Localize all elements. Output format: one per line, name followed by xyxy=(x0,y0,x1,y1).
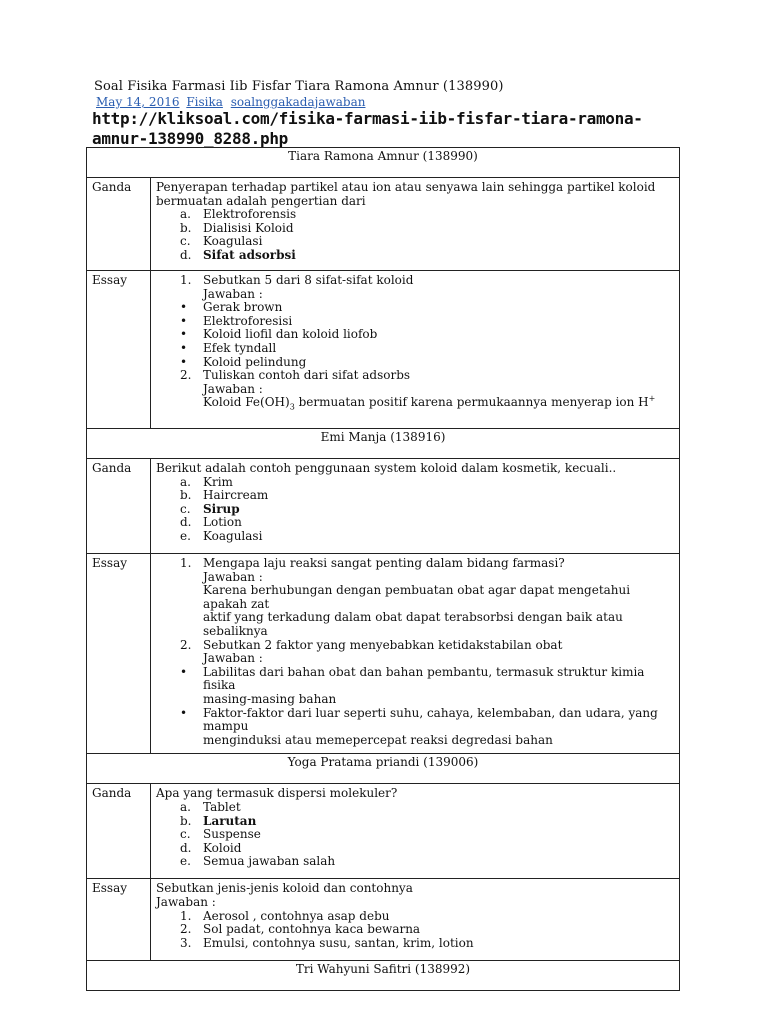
student-name: Yoga Pratama priandi (139006) xyxy=(87,754,680,784)
line-text: Gerak brown xyxy=(203,300,283,315)
row-label: Essay xyxy=(87,879,151,961)
option-item xyxy=(156,828,675,842)
source-url: http://kliksoal.com/fisika-farmasi-iib-fisfar-tiara-ramona-amnur-138990_8288.php xyxy=(92,109,643,148)
line-marker: • xyxy=(180,327,188,342)
essay-line xyxy=(156,315,675,329)
essay-line xyxy=(156,301,675,315)
essay-content xyxy=(151,554,680,754)
line-text: Elektroforesisi xyxy=(203,313,293,328)
line-text: Koloid liofil dan koloid liofob xyxy=(203,327,378,342)
question-text: Penyerapan terhadap partikel atau ion atau senyawa lain sehingga partikel koloid bermuatan adalah pengertian dari xyxy=(156,180,656,208)
line-text: Sol padat, contohnya kaca bewarna xyxy=(203,922,421,937)
essay-line xyxy=(156,937,675,951)
essay-lines xyxy=(156,910,675,951)
option-text: Elektroforensis xyxy=(203,207,297,222)
section-header-row xyxy=(87,429,680,459)
line-text: Faktor-faktor dari luar seperti suhu, cahaya, kelembaban, dan udara, yang mampu xyxy=(203,705,658,734)
option-marker: c. xyxy=(180,234,191,249)
line-marker: • xyxy=(180,664,188,679)
essay-line xyxy=(156,369,675,383)
line-text: masing-masing bahan xyxy=(203,691,337,706)
option-text: Lotion xyxy=(203,515,242,530)
answer-subscript: 3 xyxy=(289,402,295,412)
essay-line xyxy=(156,571,675,585)
line-text: Sebutkan 5 dari 8 sifat-sifat koloid xyxy=(203,273,414,287)
line-marker: 2. xyxy=(180,368,192,383)
option-marker: d. xyxy=(180,247,192,262)
line-text: menginduksi atau memepercepat reaksi degredasi bahan xyxy=(203,732,553,747)
essay-lines xyxy=(156,274,675,410)
essay-row xyxy=(87,879,680,961)
option-item xyxy=(156,235,675,249)
essay-line xyxy=(156,611,675,638)
line-text: Efek tyndall xyxy=(203,340,277,355)
essay-content xyxy=(151,271,680,429)
row-label: Essay xyxy=(87,554,151,754)
student-name: Tri Wahyuni Safitri (138992) xyxy=(87,961,680,991)
line-text: Jawaban : xyxy=(203,381,263,396)
option-text: Tablet xyxy=(203,799,241,814)
option-marker: c. xyxy=(180,827,191,842)
line-text: Aerosol , contohnya asap debu xyxy=(203,908,390,923)
essay-answer-label: Jawaban : xyxy=(156,894,216,909)
student-name: Tiara Ramona Amnur (138990) xyxy=(87,148,680,178)
question-table xyxy=(86,147,680,991)
essay-line xyxy=(156,356,675,370)
essay-line xyxy=(156,328,675,342)
answer-pre: Koloid Fe(OH) xyxy=(203,395,290,410)
option-marker: d. xyxy=(180,840,192,855)
category-link[interactable]: Fisika xyxy=(186,95,223,109)
answer-superscript: + xyxy=(648,394,656,404)
ganda-row xyxy=(87,178,680,271)
line-text: Emulsi, contohnya susu, santan, krim, lotion xyxy=(203,935,474,950)
section-header-row xyxy=(87,754,680,784)
row-label: Essay xyxy=(87,271,151,429)
line-text: Jawaban : xyxy=(203,286,263,301)
essay-lines xyxy=(156,557,675,747)
essay-line xyxy=(156,639,675,653)
line-marker: 2. xyxy=(180,922,192,937)
essay-line xyxy=(156,910,675,924)
line-text: Mengapa laju reaksi sangat penting dalam bidang farmasi? xyxy=(203,556,565,570)
option-text: Dialisisi Koloid xyxy=(203,220,294,235)
option-list xyxy=(156,801,675,869)
line-text: Tuliskan contoh dari sifat adsorbs xyxy=(203,368,411,383)
option-item xyxy=(156,516,675,530)
ganda-content xyxy=(151,178,680,271)
row-label: Ganda xyxy=(87,178,151,271)
question-text: Berikut adalah contoh penggunaan system koloid dalam kosmetik, kecuali.. xyxy=(156,461,617,475)
option-list xyxy=(156,476,675,544)
essay-line xyxy=(156,923,675,937)
essay-row xyxy=(87,271,680,429)
line-text: Labilitas dari bahan obat dan bahan pembantu, termasuk struktur kimia fisika xyxy=(203,664,645,693)
option-marker: b. xyxy=(180,813,192,828)
section-header-row xyxy=(87,961,680,991)
row-label: Ganda xyxy=(87,459,151,554)
line-text: Koloid pelindung xyxy=(203,354,307,369)
line-marker: 1. xyxy=(180,273,192,287)
essay-line xyxy=(156,693,675,707)
essay-line-answer xyxy=(156,396,675,410)
row-label: Ganda xyxy=(87,784,151,879)
essay-line xyxy=(156,288,675,302)
author-link[interactable]: soalnggakadajawaban xyxy=(230,95,366,109)
line-marker: 2. xyxy=(180,637,192,652)
option-item xyxy=(156,476,675,490)
option-item xyxy=(156,815,675,829)
option-item xyxy=(156,801,675,815)
essay-line xyxy=(156,557,675,571)
ganda-content xyxy=(151,784,680,879)
line-marker: • xyxy=(180,340,188,355)
option-text: Suspense xyxy=(203,827,261,842)
essay-line xyxy=(156,584,675,611)
option-item xyxy=(156,855,675,869)
ganda-content xyxy=(151,459,680,554)
option-text: Haircream xyxy=(203,488,269,503)
essay-line xyxy=(156,342,675,356)
essay-line xyxy=(156,274,675,288)
option-marker: a. xyxy=(180,799,191,814)
line-text: aktif yang terkadung dalam obat dapat terabsorbsi dengan baik atau sebaliknya xyxy=(203,610,623,638)
line-marker: • xyxy=(180,354,188,369)
line-marker: 3. xyxy=(180,935,192,950)
line-marker: • xyxy=(180,705,188,720)
essay-line xyxy=(156,734,675,748)
option-text: Koloid xyxy=(203,840,242,855)
answer-post: bermuatan positif karena permukaannya menyerap ion H xyxy=(294,395,649,410)
post-meta xyxy=(96,95,365,109)
option-item xyxy=(156,503,675,517)
option-marker: a. xyxy=(180,474,191,489)
line-marker: 1. xyxy=(180,908,192,923)
option-item xyxy=(156,530,675,544)
essay-row xyxy=(87,554,680,754)
option-item xyxy=(156,222,675,236)
date-link[interactable]: May 14, 2016 xyxy=(96,95,180,109)
line-text: Jawaban : xyxy=(203,569,263,584)
option-marker: a. xyxy=(180,207,191,222)
option-marker: b. xyxy=(180,488,192,503)
essay-line xyxy=(156,666,675,693)
essay-line xyxy=(156,652,675,666)
section-header-row xyxy=(87,148,680,178)
option-marker: e. xyxy=(180,854,191,869)
option-item xyxy=(156,208,675,222)
option-text: Koagulasi xyxy=(203,234,263,249)
option-marker: d. xyxy=(180,515,192,530)
option-text-answer: Sifat adsorbsi xyxy=(203,247,296,262)
option-marker: c. xyxy=(180,501,191,516)
option-marker: b. xyxy=(180,220,192,235)
ganda-row xyxy=(87,784,680,879)
option-text: Semua jawaban salah xyxy=(203,854,336,869)
essay-line xyxy=(156,707,675,734)
ganda-row xyxy=(87,459,680,554)
option-text: Krim xyxy=(203,474,233,489)
essay-content xyxy=(151,879,680,961)
option-text-answer: Larutan xyxy=(203,813,257,828)
option-item xyxy=(156,842,675,856)
line-text: Sebutkan 2 faktor yang menyebabkan ketidakstabilan obat xyxy=(203,637,563,652)
question-text: Apa yang termasuk dispersi molekuler? xyxy=(156,786,398,801)
line-marker: 1. xyxy=(180,556,192,570)
option-item xyxy=(156,489,675,503)
option-text-answer: Sirup xyxy=(203,501,240,516)
option-marker: e. xyxy=(180,528,191,543)
line-text: Jawaban : xyxy=(203,651,263,666)
option-list xyxy=(156,208,675,262)
option-item xyxy=(156,249,675,263)
line-marker: • xyxy=(180,313,188,328)
line-text: Karena berhubungan dengan pembuatan obat agar dapat mengetahui apakah zat xyxy=(203,583,631,611)
essay-question: Sebutkan jenis-jenis koloid dan contohnya xyxy=(156,881,413,896)
document-title: Soal Fisika Farmasi Iib Fisfar Tiara Ramona Amnur (138990) xyxy=(94,79,504,94)
option-text: Koagulasi xyxy=(203,528,263,543)
line-marker: • xyxy=(180,300,188,315)
student-name: Emi Manja (138916) xyxy=(87,429,680,459)
